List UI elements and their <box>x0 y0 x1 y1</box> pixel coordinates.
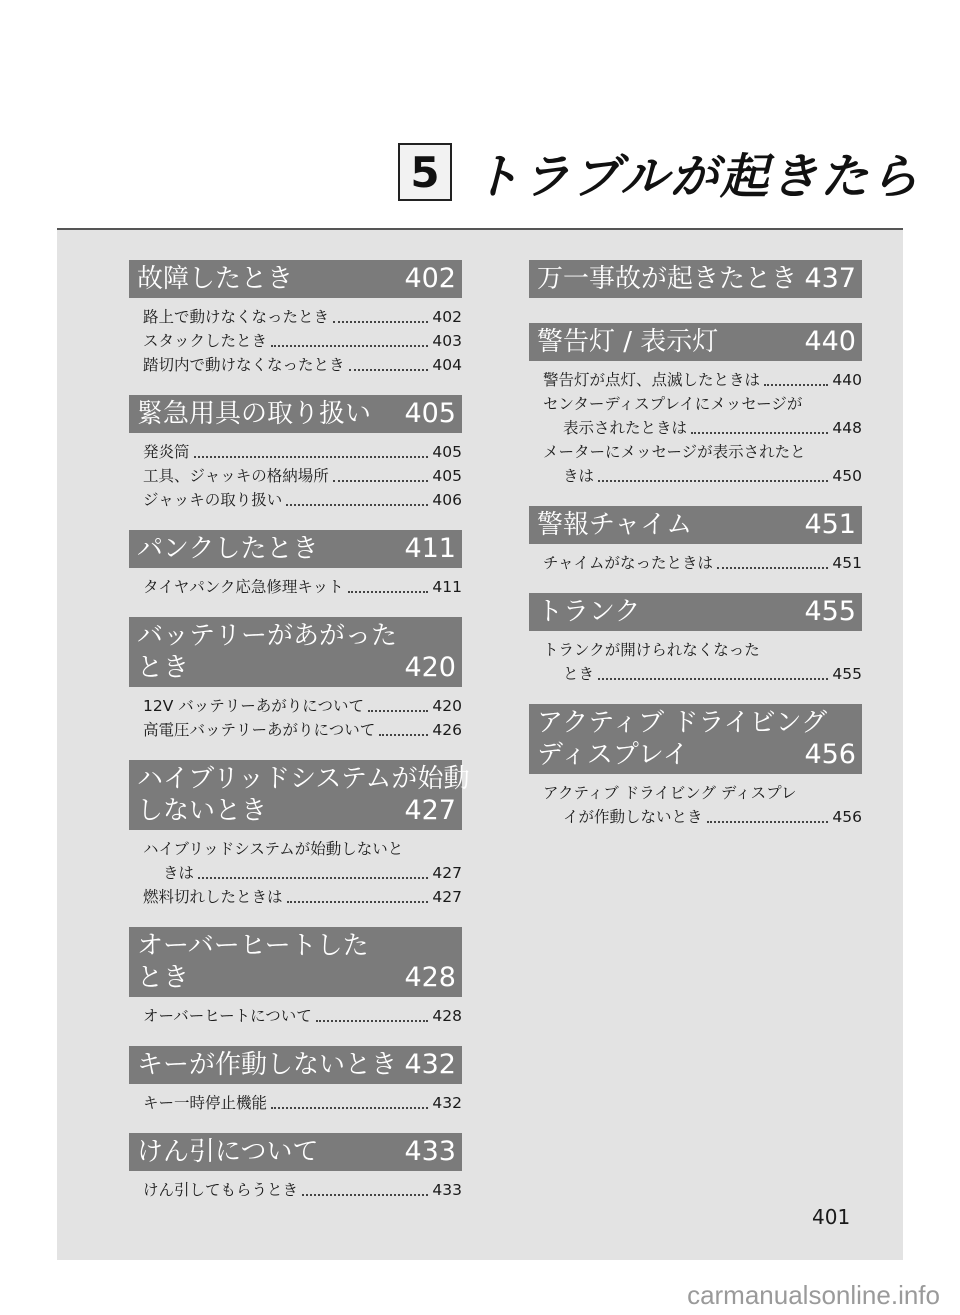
dot-leader <box>333 480 429 482</box>
section-page: 456 <box>804 739 856 770</box>
section-items <box>129 568 462 617</box>
section-heading-row <box>537 596 856 628</box>
toc-entry-label: けん引してもらうとき <box>143 1181 299 1199</box>
dot-leader <box>316 1020 429 1022</box>
section-items <box>129 1171 462 1220</box>
section-heading[interactable] <box>529 506 862 544</box>
section-items <box>529 544 862 593</box>
section-items <box>129 687 462 760</box>
toc-entry[interactable] <box>543 392 862 440</box>
section-heading-row <box>537 263 856 295</box>
dot-leader <box>194 456 429 458</box>
section-page: 433 <box>404 1136 456 1167</box>
section-title: 故障したとき <box>137 264 294 294</box>
toc-entry-label-cont: とき <box>563 665 595 683</box>
section-heading-row <box>137 930 456 962</box>
dot-leader <box>349 369 429 371</box>
toc-entry[interactable] <box>143 694 462 718</box>
chapter-header <box>398 142 921 205</box>
toc-entry-page: 450 <box>832 467 862 485</box>
section-heading-row <box>137 620 456 652</box>
dot-leader <box>286 504 428 506</box>
section-page: 402 <box>404 263 456 294</box>
toc-entry-label: ハイブリッドシステムが始動しないと <box>143 840 404 858</box>
section-heading-row <box>137 533 456 565</box>
toc-entry-page: 403 <box>432 332 462 350</box>
section-heading[interactable] <box>129 395 462 433</box>
toc-entry-page: 428 <box>432 1007 462 1025</box>
toc-entry-label: スタックしたとき <box>143 332 268 350</box>
section-heading[interactable] <box>129 1046 462 1084</box>
section-items <box>129 433 462 530</box>
section-title: パンクしたとき <box>137 534 319 564</box>
dot-leader <box>717 567 828 569</box>
toc-entry-label-cont: 表示されたときは <box>563 419 688 437</box>
section-heading-row <box>137 398 456 430</box>
dot-leader <box>198 877 428 879</box>
section-heading-row <box>537 707 856 739</box>
toc-entry-page: 451 <box>832 554 862 572</box>
toc-entry-label: アクティブ ドライビング ディスプレ <box>543 784 797 802</box>
toc-entry-label: 路上で動けなくなったとき <box>143 308 330 326</box>
toc-entry[interactable] <box>143 837 462 885</box>
section-page: 411 <box>404 533 456 564</box>
dot-leader <box>598 480 828 482</box>
toc-entry-page: 406 <box>432 491 462 509</box>
chapter-number: 5 <box>398 143 452 201</box>
section-heading[interactable] <box>129 617 462 687</box>
section-heading-row <box>137 763 470 795</box>
toc-entry-label: トランクが開けられなくなった <box>543 641 760 659</box>
toc-entry[interactable] <box>143 718 462 742</box>
section-page: 405 <box>404 398 456 429</box>
section-title: バッテリーがあがった <box>137 621 398 651</box>
section-items <box>529 774 862 847</box>
toc-entry-label: オーバーヒートについて <box>143 1007 312 1025</box>
section-title: 警報チャイム <box>537 510 693 540</box>
toc-entry-page: 411 <box>432 578 462 596</box>
section-heading-row <box>137 263 456 295</box>
section-heading-row <box>137 795 456 827</box>
section-heading-row <box>137 1049 456 1081</box>
toc-entry-label-cont: イが作動しないとき <box>563 808 703 826</box>
toc-entry-page: 427 <box>432 888 462 906</box>
toc-entry-label: 燃料切れしたときは <box>143 888 283 906</box>
toc-entry-page: 404 <box>432 356 462 374</box>
section-heading-row <box>537 509 856 541</box>
toc-entry-page: 405 <box>432 467 462 485</box>
section-heading[interactable] <box>129 260 462 298</box>
dot-leader <box>287 901 429 903</box>
section-heading-row <box>537 326 856 358</box>
section-items <box>529 298 862 323</box>
section-items <box>129 997 462 1046</box>
toc-entry-page: 456 <box>832 808 862 826</box>
section-heading[interactable] <box>529 260 862 298</box>
section-heading-row <box>137 1136 456 1168</box>
toc-entry[interactable] <box>543 440 862 488</box>
dot-leader <box>271 1107 428 1109</box>
toc-entry-page: 448 <box>832 419 862 437</box>
watermark: carmanualsonline.info <box>687 1280 940 1310</box>
toc-entry[interactable] <box>543 781 862 829</box>
section-title: アクティブ ドライビング <box>537 708 828 738</box>
section-title: しないとき <box>137 796 268 826</box>
section-heading-row <box>537 739 856 771</box>
toc-entry-label: チャイムがなったときは <box>543 554 714 572</box>
toc-entry-label: キー一時停止機能 <box>143 1094 268 1112</box>
toc-entry[interactable] <box>143 885 462 909</box>
toc-entry[interactable] <box>143 305 462 329</box>
toc-left-column <box>129 260 470 1220</box>
toc-entry-label: メーターにメッセージが表示されたと <box>543 443 806 461</box>
toc-entry-label: 発炎筒 <box>143 443 190 461</box>
page-number: 401 <box>812 1205 851 1229</box>
toc-entry-label: 12V バッテリーあがりについて <box>143 697 364 715</box>
section-heading[interactable] <box>529 323 862 361</box>
section-heading[interactable] <box>529 593 862 631</box>
section-title: 緊急用具の取り扱い <box>137 399 372 429</box>
toc-entry[interactable] <box>543 638 862 686</box>
toc-entry-page: 440 <box>832 371 862 389</box>
toc-entry[interactable] <box>143 1004 462 1028</box>
toc-entry-label: 踏切内で動けなくなったとき <box>143 356 345 374</box>
section-page: 432 <box>404 1049 456 1080</box>
dot-leader <box>333 321 428 323</box>
section-page: 440 <box>804 326 856 357</box>
toc-entry[interactable] <box>543 368 862 392</box>
section-items <box>129 1084 462 1133</box>
toc-entry-page: 455 <box>832 665 862 683</box>
section-items <box>529 631 862 704</box>
toc-entry-page: 427 <box>432 864 462 882</box>
section-page: 455 <box>804 596 856 627</box>
section-items <box>529 361 862 506</box>
toc-entry-label: 工具、ジャッキの格納場所 <box>143 467 329 485</box>
dot-leader <box>348 591 429 593</box>
toc-entry-label: ジャッキの取り扱い <box>143 491 283 509</box>
toc-entry[interactable] <box>143 329 462 353</box>
toc-entry[interactable] <box>143 575 462 599</box>
section-title: ディスプレイ <box>537 740 689 770</box>
toc-entry[interactable] <box>143 440 462 464</box>
section-page: 420 <box>404 652 456 683</box>
section-page: 437 <box>804 263 856 294</box>
section-heading[interactable] <box>129 530 462 568</box>
toc-entry[interactable] <box>143 1178 462 1202</box>
toc-entry[interactable] <box>143 1091 462 1115</box>
dot-leader <box>764 384 828 386</box>
section-title: とき <box>137 653 190 683</box>
section-title: 万一事故が起きたとき <box>537 264 798 294</box>
dot-leader <box>368 710 428 712</box>
toc-entry-page: 405 <box>432 443 462 461</box>
toc-entry[interactable] <box>143 464 462 488</box>
toc-entry-page: 432 <box>432 1094 462 1112</box>
section-heading-row <box>137 652 456 684</box>
section-heading[interactable] <box>529 704 862 774</box>
dot-leader <box>707 821 829 823</box>
toc-entry-page: 433 <box>432 1181 462 1199</box>
section-title: オーバーヒートした <box>137 931 369 961</box>
section-page: 427 <box>404 795 456 826</box>
toc-entry[interactable] <box>143 488 462 512</box>
section-title: トランク <box>537 597 641 627</box>
chapter-title: トラブルが起きたら <box>472 148 921 205</box>
toc-entry-page: 402 <box>432 308 462 326</box>
toc-entry[interactable] <box>543 551 862 575</box>
toc-panel <box>57 228 903 1260</box>
toc-right-column <box>529 260 862 847</box>
section-heading[interactable] <box>129 927 462 997</box>
section-items <box>129 830 462 927</box>
toc-entry-label: 警告灯が点灯、点滅したときは <box>543 371 761 389</box>
section-heading-row <box>137 962 456 994</box>
section-heading[interactable] <box>129 1133 462 1171</box>
section-items <box>129 298 462 395</box>
section-title: 警告灯 / 表示灯 <box>537 327 719 357</box>
dot-leader <box>271 345 428 347</box>
dot-leader <box>598 678 828 680</box>
dot-leader <box>379 734 428 736</box>
dot-leader <box>302 1194 428 1196</box>
section-page: 451 <box>804 509 856 540</box>
section-title: とき <box>137 963 190 993</box>
toc-entry-label-cont: きは <box>563 467 595 485</box>
toc-entry-page: 420 <box>432 697 462 715</box>
toc-entry-label: 高電圧バッテリーあがりについて <box>143 721 376 739</box>
dot-leader <box>691 432 828 434</box>
toc-entry-label-cont: きは <box>163 864 195 882</box>
toc-entry[interactable] <box>143 353 462 377</box>
section-title: けん引について <box>137 1137 319 1167</box>
section-heading[interactable] <box>129 760 470 830</box>
toc-entry-label: センターディスプレイにメッセージが <box>543 395 803 413</box>
toc-entry-page: 426 <box>432 721 462 739</box>
section-page: 428 <box>404 962 456 993</box>
toc-entry-label: タイヤパンク応急修理キット <box>143 578 344 596</box>
section-title: ハイブリッドシステムが始動 <box>137 764 470 794</box>
section-title: キーが作動しないとき <box>137 1050 398 1080</box>
